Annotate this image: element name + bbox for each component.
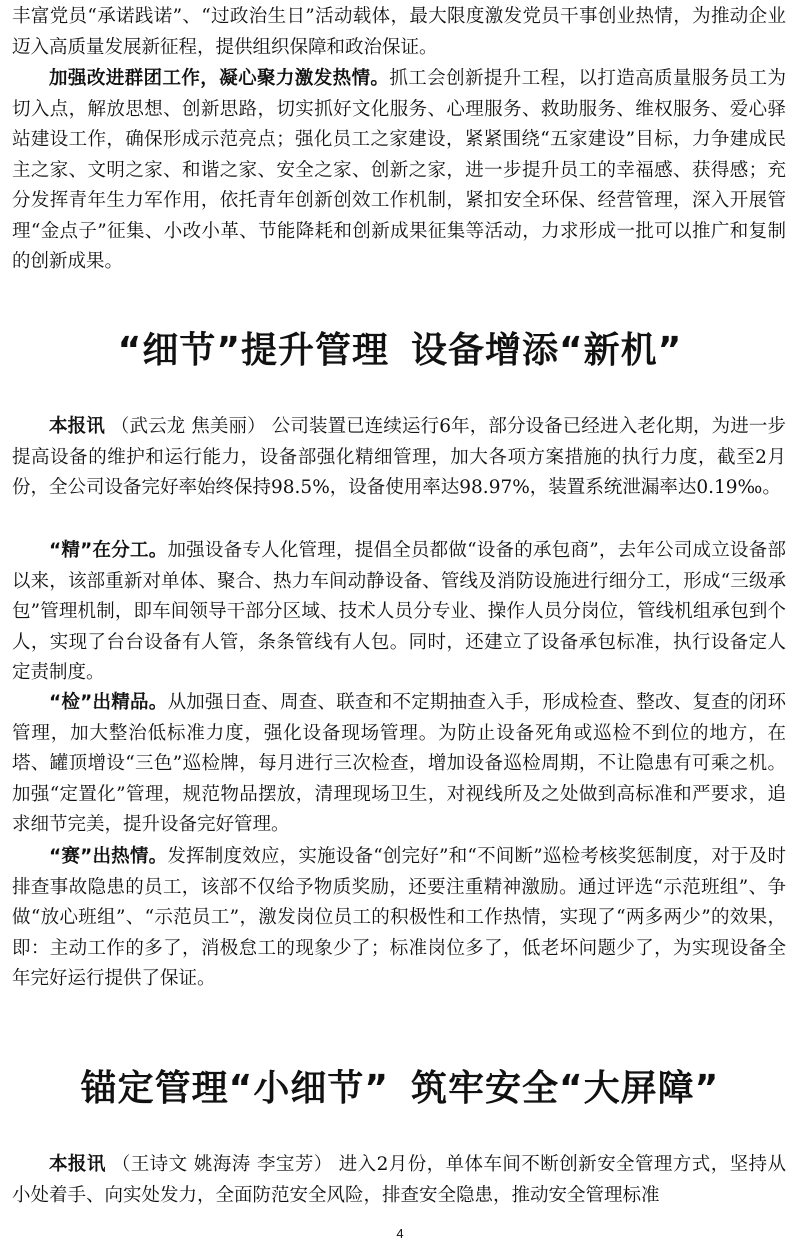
article-1-headline-part-2: 设备增添“新机”	[411, 330, 683, 371]
article-2-dateline: 本报讯	[49, 1154, 106, 1175]
article-1-paragraph-1-body: 公司装置已连续运行6年，部分设备已经进入老化期，为进一步提高设备的维护和运行能力，设备部强化精细管理，加大各项方案措施的执行力度，截至2月份，全公司设备完好率始终保持98.5%，设备使用率达98.97%，装置系统泄漏率达0.19‰。	[12, 416, 786, 498]
article-1-paragraph-4-body: 发挥制度效应，实施设备“创完好”和“不间断”巡检考核奖惩制度，对于及时排查事故隐患的员工，该部不仅给予物质奖励，还要注重精神激励。通过评选“示范班组”、争做“放心班组”、“示范员工”，激发岗位员工的积极性和工作热情，实现了“两多两少”的效果，即：主动工作的多了，消极怠工的现象少了；标准岗位多了，低老坏问题少了，为实现设备全年完好运行提供了保证。	[12, 846, 786, 989]
article-1-paragraph-3	[12, 688, 786, 841]
article-1-paragraph-1	[12, 412, 786, 504]
article-1-paragraph-3-body: 从加强日查、周查、联查和不定期抽查入手，形成检查、整改、复查的闭环管理，加大整治低标准力度，强化设备现场管理。为防止设备死角或巡检不到位的地方，在塔、罐顶增设“三色”巡检牌，每月进行三次检查，增加设备巡检周期，不让隐患有可乘之机。加强“定置化”管理，规范物品摆放，清理现场卫生，对视线所及之处做到高标准和严要求，追求细节完美，提升设备完好管理。	[12, 692, 786, 835]
article-1-paragraph-2	[12, 536, 786, 689]
article-1-paragraph-2-lead: “精”在分工。	[49, 540, 168, 561]
intro-paragraph-2-body: 抓工会创新提升工程，以打造高质量服务员工为切入点，解放思想、创新思路，切实抓好文化服务、心理服务、救助服务、维权服务、爱心驿站建设工作，确保形成示范亮点；强化员工之家建设，紧紧围绕“五家建设”目标，力争建成民主之家、文明之家、和谐之家、安全之家、创新之家，进一步提升员工的幸福感、获得感；充分发挥青年生力军作用，依托青年创新创效工作机制，紧扣安全环保、经营管理，深入开展管理“金点子”征集、小改小革、节能降耗和创新成果征集等活动，力求形成一批可以推广和复制的创新成果。	[12, 68, 786, 272]
article-2-headline-part-1: 锚定管理“小细节”	[80, 1068, 389, 1109]
article-2-paragraph-1-body: 进入2月份，单体车间不断创新安全管理方式，坚持从小处着手、向实处发力，全面防范安全风险，排查安全隐患，推动安全管理标准	[12, 1154, 786, 1206]
intro-paragraph-1	[12, 2, 786, 63]
article-2-headline-part-2: 筑牢安全“大屏障”	[411, 1068, 720, 1109]
intro-paragraph-1-text: 丰富党员“承诺践诺”、“过政治生日”活动载体，最大限度激发党员干事创业热情，为推动企业迈入高质量发展新征程，提供组织保障和政治保证。	[12, 6, 786, 58]
article-2-headline	[0, 1060, 800, 1111]
article-1-paragraph-3-lead: “检”出精品。	[49, 692, 168, 713]
article-1-dateline: 本报讯	[49, 416, 105, 437]
intro-paragraph-2-lead: 加强改进群团工作，凝心聚力激发热情。	[49, 68, 390, 89]
article-1-headline-part-1: “细节”提升管理	[117, 330, 389, 371]
article-2-paragraph-1	[12, 1150, 786, 1211]
intro-paragraph-2	[12, 64, 786, 278]
article-1-paragraph-2-body: 加强设备专人化管理，提倡全员都做“设备的承包商”，去年公司成立设备部以来，该部重新对单体、聚合、热力车间动静设备、管线及消防设施进行细分工，形成“三级承包”管理机制，即车间领导干部分区域、技术人员分专业、操作人员分岗位，管线机组承包到个人，实现了台台设备有人管，条条管线有人包。同时，还建立了设备承包标准，执行设备定人定责制度。	[12, 540, 786, 683]
article-1-paragraph-4	[12, 842, 786, 995]
article-2-byline: （王诗文 姚海涛 李宝芳）	[111, 1154, 333, 1175]
article-1-byline: （武云龙 焦美丽）	[110, 416, 266, 437]
page-number: 4	[396, 1226, 404, 1241]
article-1-paragraph-4-lead: “赛”出热情。	[49, 846, 168, 867]
article-1-headline	[0, 322, 800, 373]
